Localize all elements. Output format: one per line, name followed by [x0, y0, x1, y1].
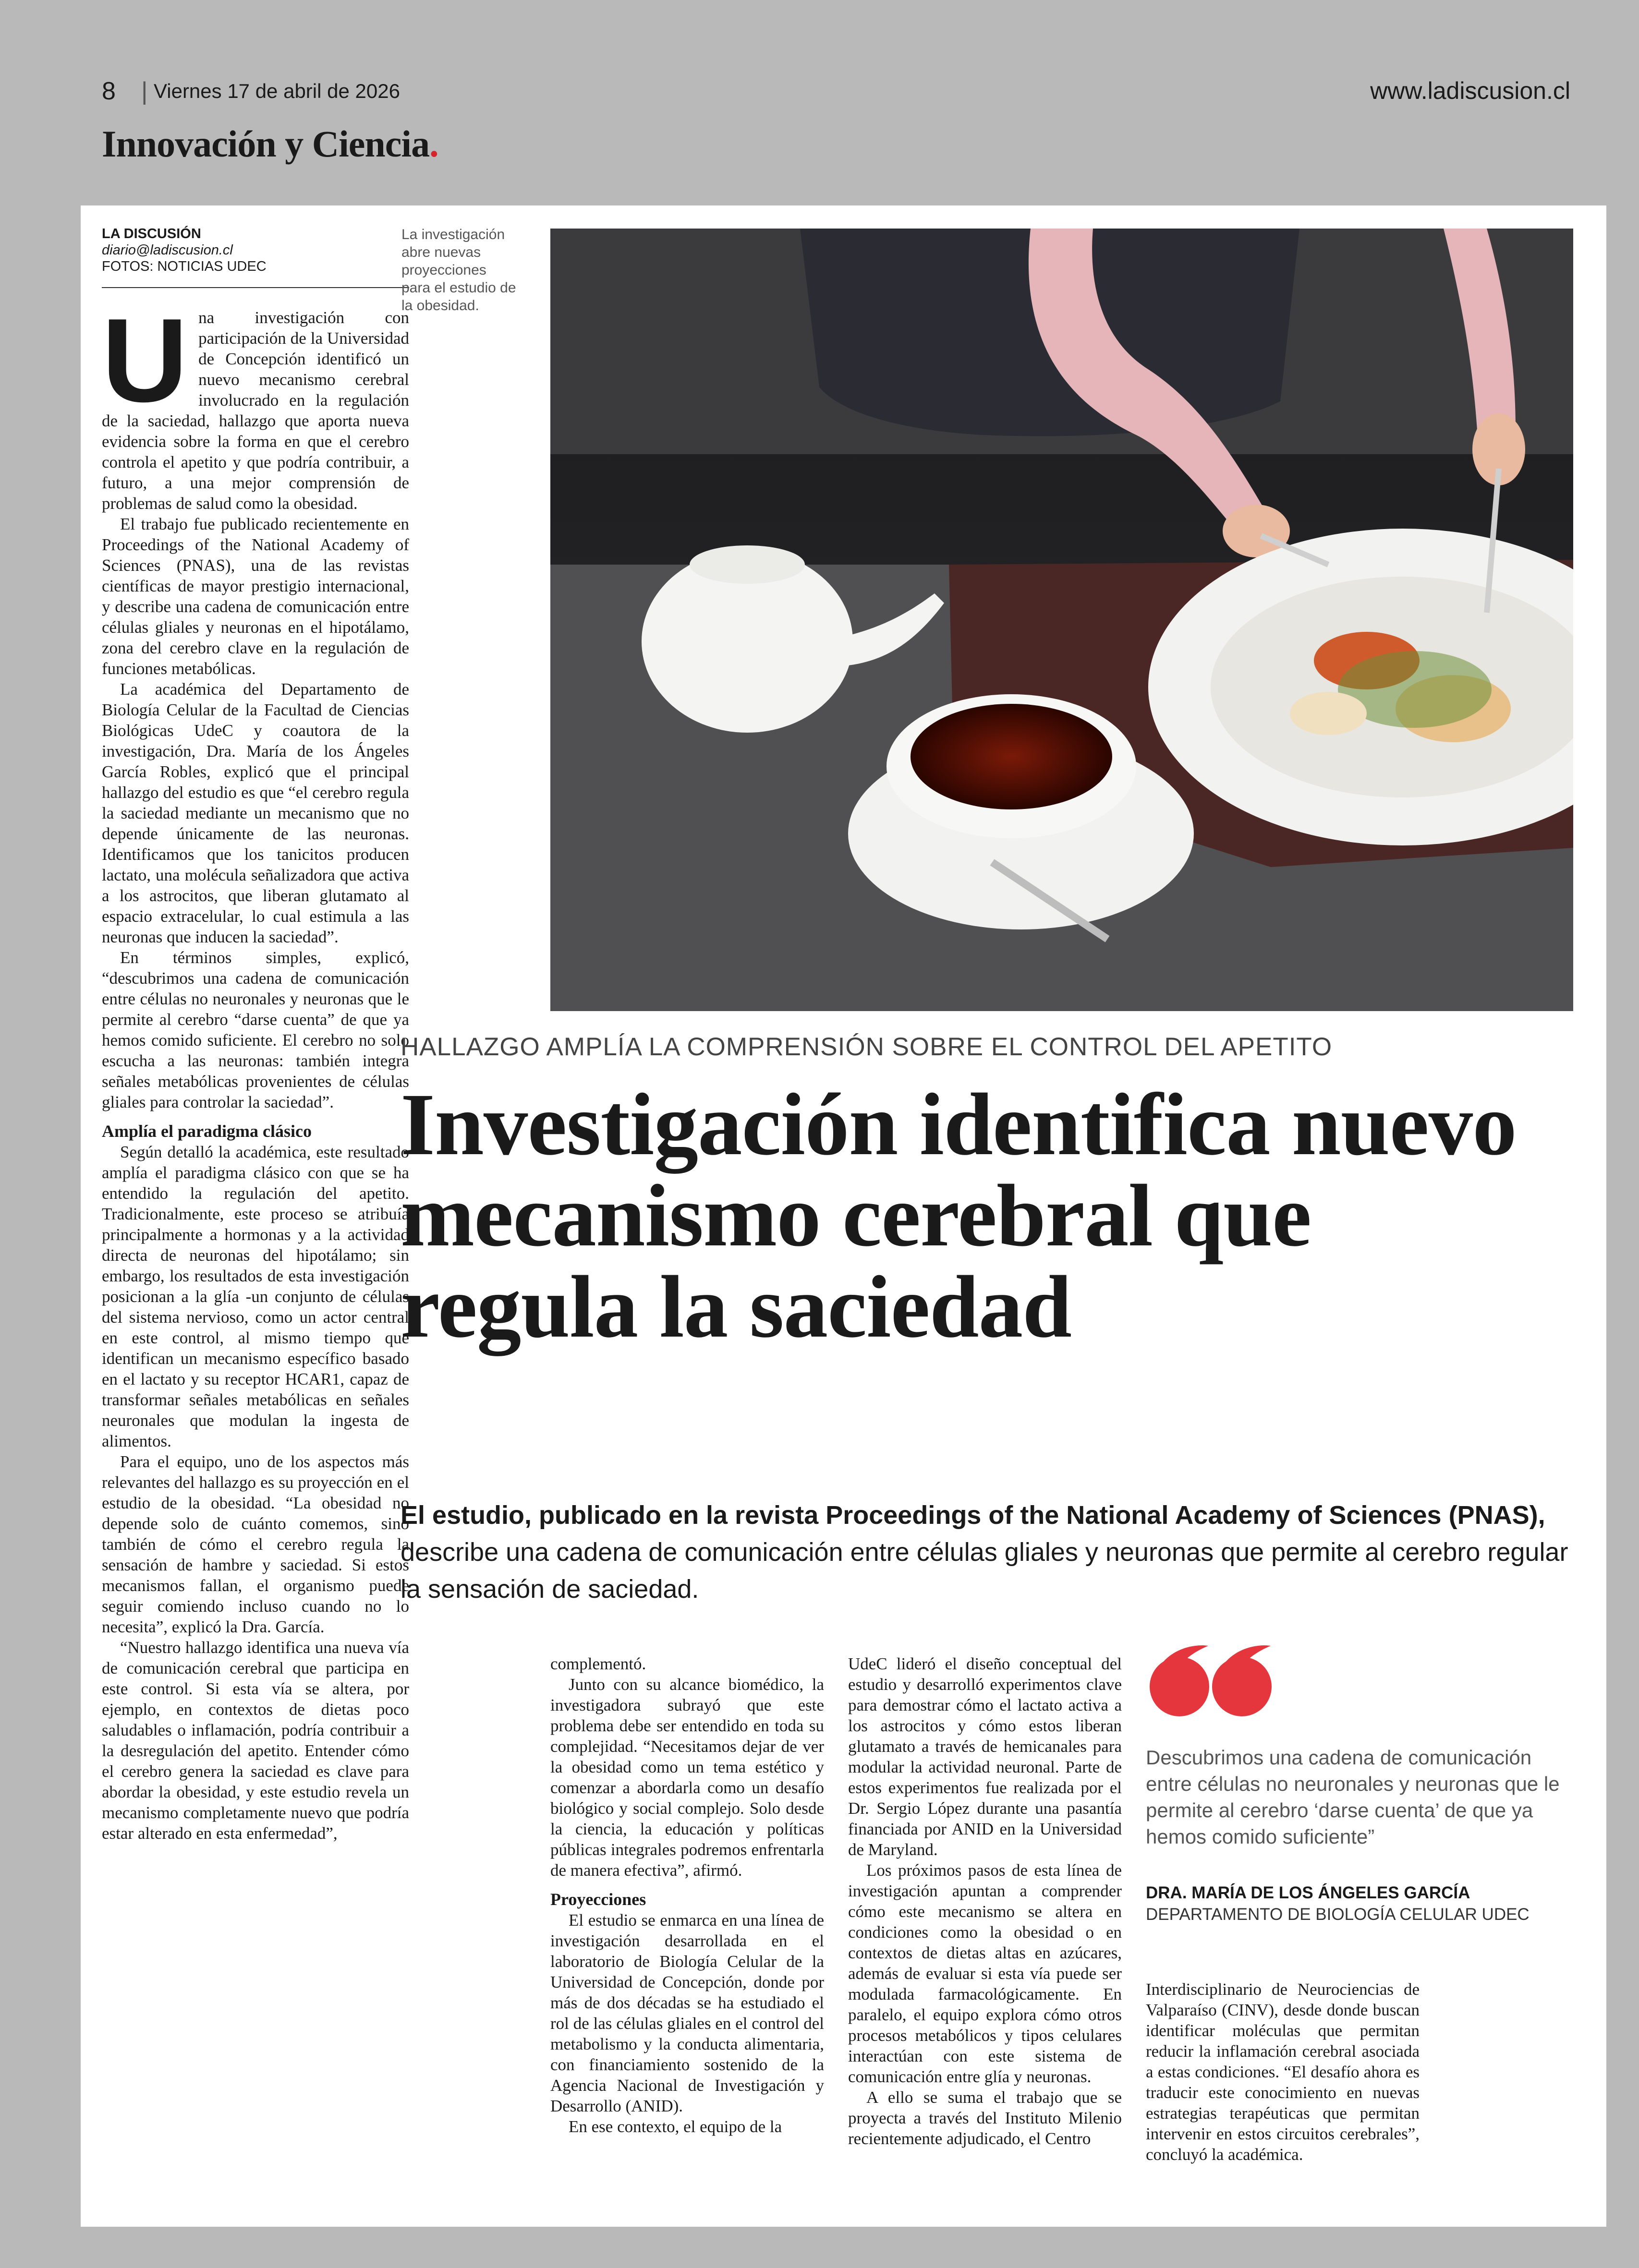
salad-cheese	[1290, 692, 1367, 735]
deck	[401, 1497, 1572, 1608]
paragraph: “Nuestro hallazgo identifica una nueva vía de comunicación cerebral que participa en este control. Si esta vía se altera, por ejemplo, en contextos de dietas poco saludables o inflamación, podría contribuir a la desregulación del apetito. Entender cómo el cerebro genera la saciedad es clave para abordar la obesidad, y este estudio revela un mecanismo completamente nuevo que podría estar alterado en esta enfermedad”,	[102, 1638, 409, 1843]
subheading: Amplía el paradigma clásico	[102, 1122, 312, 1141]
paragraph: El trabajo fue publicado recientemente en Proceedings of the National Academy of Sciences (PNAS), una de las revistas científicas de mayor prestigio internacional, y describe una cadena de comunicación entre células gliales y neuronas en el hipotálamo, zona del cerebro clave en la regulación de funciones metabólicas.	[102, 515, 409, 678]
issue-date: Viernes 17 de abril de 2026	[154, 80, 400, 102]
website-url: www.ladiscusion.cl	[1370, 77, 1570, 104]
section-dot: .	[429, 123, 438, 165]
tea	[911, 704, 1112, 809]
paragraph: complementó.	[550, 1654, 646, 1673]
body-column-3	[848, 1653, 1122, 2149]
deck-regular: describe una cadena de comunicación entre células gliales y neuronas que permite al cerebro regular la sensación de saciedad.	[401, 1538, 1568, 1604]
article-page	[81, 205, 1606, 2227]
credits-divider	[102, 287, 409, 288]
lead-paragraph	[102, 293, 409, 514]
paragraph: Junto con su alcance biomédico, la investigadora subrayó que este problema debe ser entendido en toda su complejidad. “Necesitamos dejar de ver la obesidad como un tema estético y comenzar a abordarla como un desafío biológico y social complejo. Solo desde la ciencia, la educación y políticas públicas integrales podremos enfrentarla de manera efectiva”, afirmó.	[550, 1675, 824, 1880]
paragraph: Para el equipo, uno de los aspectos más relevantes del hallazgo es su proyección en el estudio de la obesidad. “La obesidad no depende solo de cuánto comemos, sino también de cómo el cerebro regula la sensación de hambre y saciedad. Si estos mecanismos fallan, el organismo puede seguir comiendo incluso cuando no lo necesita”, explicó la Dra. García.	[102, 1452, 409, 1636]
photo-illustration	[550, 229, 1573, 1011]
photo-credit: FOTOS: NOTICIAS UDEC	[102, 259, 267, 274]
paragraph: En ese contexto, el equipo de la	[569, 2117, 782, 2136]
page-number: 8	[102, 77, 116, 105]
teapot-lid	[690, 545, 805, 584]
paragraph: Según detalló la académica, este resultado amplía el paradigma clásico con que se ha entendido la regulación del apetito. Tradicionalmente, este proceso se atribuía principalmente a hormonas y a la actividad directa de neuronas del hipotálamo; sin embargo, los resultados de esta investigación posicionan a la glía -un conjunto de células del sistema nervioso, como un actor central en este control, al mismo tiempo que identifican un mecanismo específico basado en el lactato y su receptor HCAR1, capaz de transformar señales metabólicas en señales neuronales que modulan la ingesta de alimentos.	[102, 1143, 409, 1450]
section-title	[102, 122, 438, 166]
paragraph: Interdisciplinario de Neurociencias de Valparaíso (CINV), desde donde buscan identificar moléculas que permitan reducir la inflamación cerebral asociada a estas condiciones. “El desafío ahora es traducir este conocimiento en nuevas estrategias terapéuticas que permitan intervenir en estos circuitos cerebrales”, concluyó la académica.	[1146, 1980, 1420, 2164]
body-column-1	[102, 293, 409, 1844]
drop-cap: U	[102, 293, 188, 427]
paragraph: A ello se suma el trabajo que se proyecta a través del Instituto Milenio recientemente adjudicado, el Centro	[848, 2088, 1122, 2148]
section-name: Innovación y Ciencia	[102, 123, 430, 165]
deck-bold: El estudio, publicado en la revista Proceedings of the National Academy of Sciences (PNAS),	[401, 1501, 1545, 1530]
body-column-4	[1146, 1979, 1420, 2165]
paragraph: La académica del Departamento de Biología Celular de la Facultad de Ciencias Biológicas UdeC y coautora de la investigación, Dra. María de los Ángeles García Robles, explicó que el principal hallazgo del estudio es que “el cerebro regula la saciedad mediante un mecanismo que no depende únicamente de las neuronas. Identificamos que los tanicitos producen lactato, una molécula señalizadora que activa a los astrocitos, que liberan glutamato al espacio extracelular, lo cual estimula a las neuronas que inducen la saciedad”.	[102, 680, 409, 946]
paragraph: El estudio se enmarca en una línea de investigación desarrollada en el laboratorio de Biología Celular de la Universidad de Concepción, donde por más de dos décadas se ha estudiado el rol de las células gliales en el control del metabolismo y la conducta alimentaria, con financiamiento sostenido de la Agencia Nacional de Investigación y Desarrollo (ANID).	[550, 1911, 824, 2115]
quote-attribution-department: DEPARTAMENTO DE BIOLOGÍA CELULAR UDEC	[1146, 1905, 1530, 1924]
article-credits	[102, 226, 438, 275]
lead-text: na investigación con participación de la Universidad de Concepción identificó un nuevo mecanismo cerebral involucrado en la regulación de la saciedad, hallazgo que aporta nueva evidencia sobre la forma en que el cerebro controla el apetito y que podría contribuir, a futuro, a una mejor comprensión de problemas de salud como la obesidad.	[102, 308, 409, 513]
page-header	[102, 77, 1570, 106]
kicker: HALLAZGO AMPLÍA LA COMPRENSIÓN SOBRE EL CONTROL DEL APETITO	[401, 1033, 1333, 1061]
paragraph: Los próximos pasos de esta línea de investigación apuntan a comprender cómo este mecanismo se altera en condiciones como la obesidad o en contextos de dietas altas en azúcares, además de evaluar si esta vía puede ser modulada farmacológicamente. En paralelo, el equipo explora cómo otros procesos metabólicos y tipos celulares interactúan con este sistema de comunicación entre glía y neuronas.	[848, 1861, 1122, 2086]
paragraph: En términos simples, explicó, “descubrimos una cadena de comunicación entre células no neuronales y neuronas que le permite al cerebro “darse cuenta” de que ya hemos comido suficiente. El cerebro no solo escucha a las neuronas: también integra señales metabólicas provenientes de células gliales para controlar la saciedad”.	[102, 948, 409, 1111]
pull-quote-text: Descubrimos una cadena de comunicación entre células no neuronales y neuronas que le permite al cerebro ‘darse cuenta’ de que ya hemos comido suficiente”	[1146, 1746, 1560, 1848]
quote-mark-icon	[1146, 1641, 1275, 1725]
paragraph: UdeC lideró el diseño conceptual del estudio y desarrolló experimentos clave para demostrar cómo el lactato activa a los astrocitos y cómo estos liberan glutamato a través de hemicanales para modular la actividad neuronal. Parte de estos experimentos fue realizada por el Dr. Sergio López durante una pasantía financiada por ANID en la Universidad de Maryland.	[848, 1654, 1122, 1859]
quote-attribution-name: DRA. MARÍA DE LOS ÁNGELES GARCÍA	[1146, 1883, 1470, 1902]
headline: Investigación identifica nuevo mecanismo cerebral que regula la saciedad	[401, 1075, 1517, 1356]
photo-caption: La investigación abre nuevas proyecciones para el estudio de la obesidad.	[401, 227, 516, 314]
article-photo	[550, 229, 1573, 1011]
subheading: Proyecciones	[550, 1890, 646, 1909]
header-separator: |	[141, 77, 148, 105]
body-column-2	[550, 1653, 824, 2137]
outlet-name: LA DISCUSIÓN	[102, 226, 201, 241]
author-email: diario@ladiscusion.cl	[102, 242, 233, 258]
